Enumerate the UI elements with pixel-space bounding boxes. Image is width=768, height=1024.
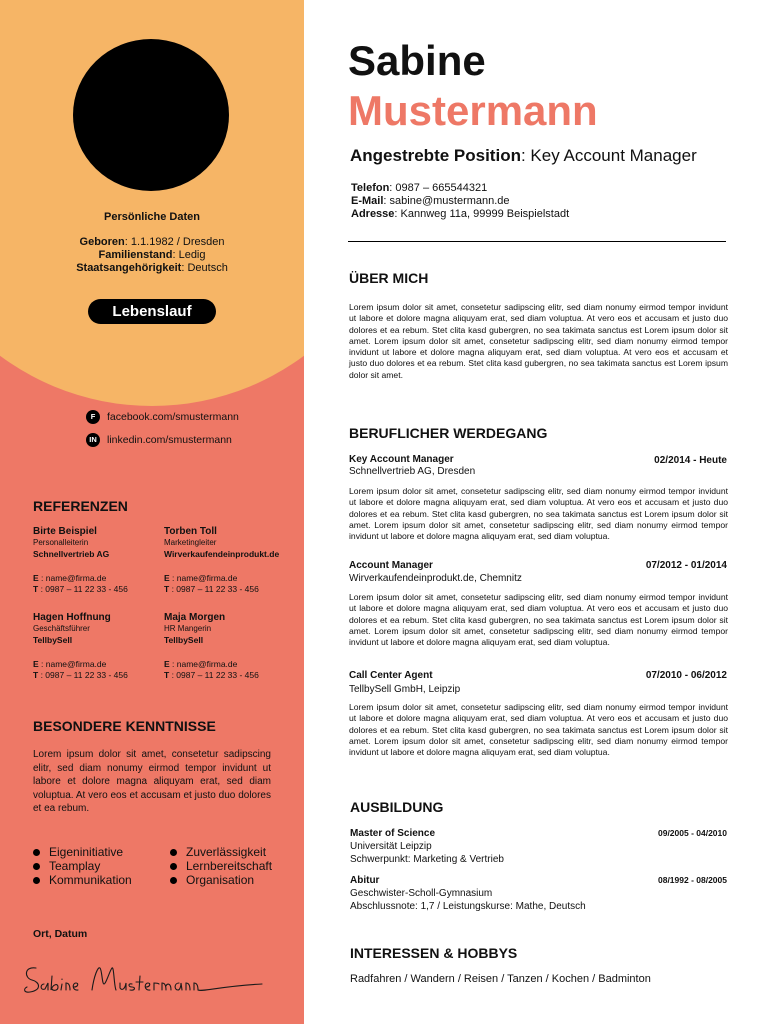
skill-item: Lernbereitschaft [168,859,272,873]
skill-item: Kommunikation [31,873,132,887]
reference-title: Geschäftsführer [33,624,90,633]
job-description: Lorem ipsum dolor sit amet, consetetur sadipscing elitr, sed diam nonumy eirmod tempor invidunt ut labore et dolore magna aliquyam erat, sed diam voluptua. At vero eos et accusam et justo duo dolores et ea rebum. Stet clita kasd gubergren, no sea takimata sanctus est Lorem ipsum dolor sit amet. Lorem ipsum dolor sit amet, consetetur sadipscing elitr, sed diam nonumy eirmod tempor invidunt ut labore et dolore magna aliquyam erat, sed diam voluptua. [349,592,728,648]
social-linkedin[interactable] [86,432,232,448]
reference-card [164,525,294,594]
last-name: Mustermann [348,87,598,134]
personal-row-marital: Familienstand: Ledig [98,249,206,261]
reference-phone: 0987 – 11 22 33 - 456 [176,583,259,594]
skills-list-left [31,845,132,887]
reference-title: Marketingleiter [164,538,217,547]
profile-photo [73,39,229,191]
education-school: Universität Leipzip [350,841,432,852]
signature-image [22,956,272,1001]
skills-list-right [168,845,272,887]
reference-card [33,611,163,680]
job-title: Key Account Manager [349,454,454,465]
contact-phone: Telefon: 0987 – 665544321 [351,182,488,194]
personal-row-birth: Geboren: 1.1.1982 / Dresden [79,236,225,248]
job-date: 07/2012 - 01/2014 [645,560,727,571]
reference-company: TellbySell [164,634,204,645]
skill-item: Teamplay [31,859,132,873]
contact-block [351,182,569,221]
job-description: Lorem ipsum dolor sit amet, consetetur sadipscing elitr, sed diam nonumy eirmod tempor invidunt ut labore et dolore magna aliquyam erat, sed diam voluptua. At vero eos et accusam et justo duo dolores et ea rebum. Stet clita kasd gubergren, no sea takimata sanctus est Lorem ipsum dolor sit amet. Lorem ipsum dolor sit amet, consetetur sadipscing elitr, sed diam nonumy eirmod tempor invidunt ut labore et dolore magna aliquyam erat, sed diam voluptua. [349,486,728,542]
education-degree: Abitur [350,875,380,886]
personal-row-nationality: Staatsangehörigkeit: Deutsch [76,262,228,274]
education-school: Geschwister-Scholl-Gymnasium [350,888,493,899]
education-detail: Abschlussnote: 1,7 / Leistungskurse: Mathe, Deutsch [350,901,586,912]
job-date: 02/2014 - Heute [654,455,727,466]
target-position: Angestrebte Position: Key Account Manager [350,146,697,165]
reference-company: TellbySell [33,634,73,645]
reference-email[interactable]: name@firma.de [45,573,107,583]
job-company: Schnellvertrieb AG, Dresden [349,466,476,477]
job-description: Lorem ipsum dolor sit amet, consetetur sadipscing elitr, sed diam nonumy eirmod tempor invidunt ut labore et dolore magna aliquyam erat, sed diam voluptua. At vero eos et accusam et justo duo dolores et ea rebum. Stet clita kasd gubergren, no sea takimata sanctus est Lorem ipsum dolor sit amet. Lorem ipsum dolor sit amet, consetetur sadipscing elitr, sed diam nonumy eirmod tempor invidunt ut labore et dolore magna aliquyam erat, sed diam voluptua. [349,702,728,758]
skills-text: Lorem ipsum dolor sit amet, consetetur sadipscing elitr, sed diam nonumy eirmod tempor invidunt ut labore et dolore magna aliquyam erat, sed diam voluptua. At vero eos et accusam et justo duo dolores et ea rebum. [33,749,271,814]
contact-email: E-Mail: sabine@mustermann.de [351,195,510,207]
job-title: Call Center Agent [349,670,433,681]
about-text: Lorem ipsum dolor sit amet, consetetur sadipscing elitr, sed diam nonumy eirmod tempor invidunt ut labore et dolore magna aliquyam erat, sed diam voluptua. At vero eos et accusam et justo duo dolores et ea rebum. Stet clita kasd gubergren, no sea takimata sanctus est Lorem ipsum dolor sit amet. Lorem ipsum dolor sit amet, consetetur sadipscing elitr, sed diam nonumy eirmod tempor invidunt ut labore et dolore magna aliquyam erat, sed diam voluptua. At vero eos et accusam et justo duo dolores et ea rebum. Stet clita kasd gubergren, no sea takimata sanctus est Lorem ipsum dolor sit amet. [349,302,728,380]
social-link-text[interactable]: linkedin.com/smustermann [107,434,232,446]
social-facebook[interactable] [86,409,239,425]
job-title: Account Manager [349,560,433,571]
reference-name: Hagen Hoffnung [33,612,111,623]
reference-phone: 0987 – 11 22 33 - 456 [45,583,128,594]
reference-card [33,525,163,594]
place-date-label: Ort, Datum [33,928,88,940]
education-detail: Schwerpunkt: Marketing & Vertrieb [350,854,504,865]
reference-name: Torben Toll [164,526,217,537]
contact-address: Adresse: Kannweg 11a, 99999 Beispielstadt [351,208,570,220]
reference-phone: 0987 – 11 22 33 - 456 [45,669,128,680]
personal-label: Staatsangehörigkeit [76,262,182,274]
reference-phone: 0987 – 11 22 33 - 456 [176,669,259,680]
personal-value: Ledig [178,249,206,261]
reference-contact: E : name@firma.de T : 0987 – 11 22 33 - 456 [164,573,259,594]
personal-label: Familienstand [98,249,173,261]
skill-item: Zuverlässigkeit [168,845,272,859]
position-value: Key Account Manager [530,146,697,165]
education-item [350,827,504,866]
skill-item: Organisation [168,873,272,887]
social-link-text[interactable]: facebook.com/smustermann [107,411,239,423]
position-label: Angestrebte Position [350,146,521,165]
hobbies-title: INTERESSEN & HOBBYS [350,945,518,961]
cv-label-badge: Lebenslauf [88,299,216,324]
reference-company: Schnellvertrieb AG [33,548,110,559]
job-date: 07/2010 - 06/2012 [645,670,727,681]
job-company: Wirverkaufendeinprodukt.de, Chemnitz [349,573,522,584]
reference-company: Wirverkaufendeinprodukt.de [164,548,280,559]
header-divider [348,241,726,242]
reference-contact: E : name@firma.de T : 0987 – 11 22 33 - 456 [164,659,259,680]
education-date: 09/2005 - 04/2010 [657,828,727,838]
reference-email[interactable]: name@firma.de [176,573,238,583]
personal-data-title: Persönliche Daten [104,211,200,223]
reference-email[interactable]: name@firma.de [45,659,107,669]
linkedin-icon: IN [86,433,100,447]
reference-card [164,611,294,680]
reference-email[interactable]: name@firma.de [176,659,238,669]
education-title: AUSBILDUNG [350,799,444,815]
education-item [350,874,586,913]
reference-name: Maja Morgen [164,612,226,623]
about-title: ÜBER MICH [349,270,429,286]
education-date: 08/1992 - 08/2005 [657,875,727,885]
hobbies-text: Radfahren / Wandern / Reisen / Tanzen / Kochen / Badminton [350,973,651,985]
reference-title: Personalleiterin [33,538,89,547]
experience-title: BERUFLICHER WERDEGANG [349,425,548,441]
facebook-icon: F [86,410,100,424]
personal-value: 1.1.1982 / Dresden [130,236,225,248]
first-name: Sabine [348,37,486,84]
reference-title: HR Mangerin [164,624,212,633]
references-title: REFERENZEN [33,498,128,514]
reference-contact: E : name@firma.de T : 0987 – 11 22 33 - 456 [33,573,128,594]
education-degree: Master of Science [350,828,436,839]
skill-item: Eigeninitiative [31,845,132,859]
personal-value: Deutsch [187,262,228,274]
reference-contact: E : name@firma.de T : 0987 – 11 22 33 - 456 [33,659,128,680]
personal-label: Geboren [79,236,125,248]
skills-title: BESONDERE KENNTNISSE [33,718,216,734]
sidebar [0,0,304,1024]
job-company: TellbySell GmbH, Leipzip [349,684,461,695]
reference-name: Birte Beispiel [33,526,97,537]
